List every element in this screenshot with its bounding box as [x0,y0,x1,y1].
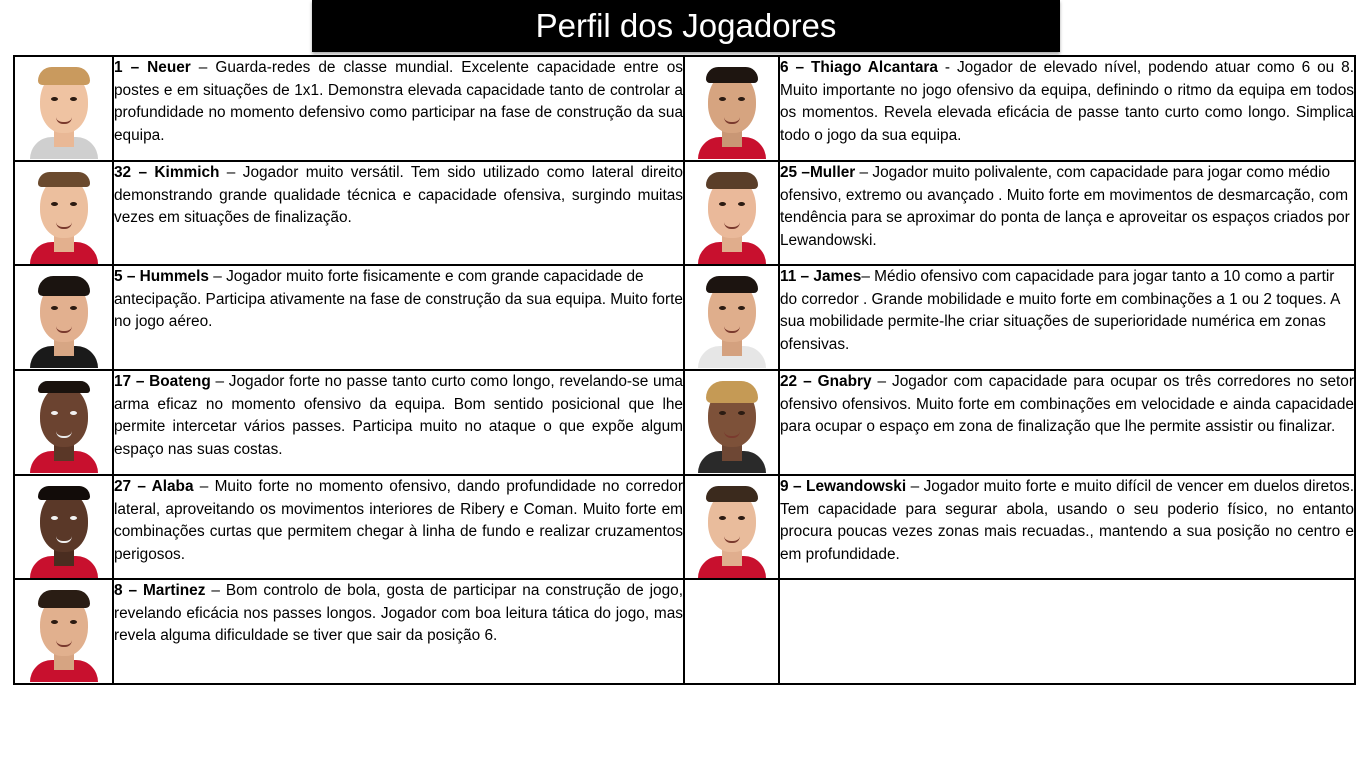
player-text: – Jogador com capacidade para ocupar os três corredores no setor ofensivo ofensivos. Muito forte em combinações em velocidade e ainda capacidade para ocupar o espaço em zona de finalização que lhe permite assistir ou finalizar. [780,373,1354,435]
player-photo-boateng [14,370,113,475]
player-text: – Jogador muito polivalente, com capacidade para jogar como médio ofensivo, extremo ou avançado . Muito forte em movimentos de desmarcação, com tendência para se aproximar do ponta de lança e aproveitar os espaços criados por Lewandowski. [780,164,1350,249]
table-row [14,265,1355,370]
player-description-james [779,265,1355,370]
player-photo-lewandowski [684,475,779,579]
table-row [14,56,1355,161]
player-face-icon [32,377,96,473]
player-description-thiago [779,56,1355,161]
player-name: 32 – Kimmich [114,164,220,181]
player-description-neuer [113,56,684,161]
player-face-icon [700,377,764,473]
player-photo-james [684,265,779,370]
player-photo-muller [684,161,779,265]
player-name: 9 – Lewandowski [780,478,907,495]
empty-description-cell [779,579,1355,684]
player-photo-thiago [684,56,779,161]
player-photo-gnabry [684,370,779,475]
table-row [14,579,1355,684]
player-description-lewandowski [779,475,1355,579]
player-face-icon [32,63,96,159]
player-photo-neuer [14,56,113,161]
player-name: 27 – Alaba [114,478,194,495]
player-description-muller [779,161,1355,265]
player-text: - Jogador de elevado nível, podendo atuar como 6 ou 8. Muito importante no jogo ofensivo da equipa, definindo o ritmo da equipa em todos os momentos. Revela elevada eficácia de passe tanto curto como longo. Simplica todo o jogo da sua equipa. [780,59,1354,144]
player-description-alaba [113,475,684,579]
empty-photo-cell [684,579,779,684]
player-text: – Bom controlo de bola, gosta de participar na construção de jogo, revelando eficácia nos passes longos. Jogador com boa leitura tática do jogo, mas revela alguma dificuldade se tiver que sair da posição 6. [114,582,683,644]
table-row [14,161,1355,265]
player-name: 6 – Thiago Alcantara [780,59,938,76]
player-text: – Jogador forte no passe tanto curto como longo, revelando-se uma arma eficaz no momento ofensivo da equipa. Bom sentido posicional que lhe permite intercetar vários passes. Participa muito no ataque o que expõe algum espaço nas suas costas. [114,373,683,458]
player-photo-martinez [14,579,113,684]
player-name: 17 – Boateng [114,373,211,390]
player-name: 8 – Martinez [114,582,206,599]
player-text: – Médio ofensivo com capacidade para jogar tanto a 10 como a partir do corredor . Grande mobilidade e muito forte em combinações a 1 ou 2 toques. A sua mobilidade permite-lhe criar situações de superioridade numérica em zonas ofensivas. [780,268,1340,353]
player-photo-kimmich [14,161,113,265]
player-name: 5 – Hummels [114,268,209,285]
player-description-hummels [113,265,684,370]
table-row [14,475,1355,579]
player-text: – Jogador muito versátil. Tem sido utilizado como lateral direito demonstrando grande qualidade técnica e capacidade ofensiva, surgindo muitas vezes em situações de finalização. [114,164,683,226]
player-description-boateng [113,370,684,475]
player-text: – Jogador muito forte e muito difícil de vencer em duelos diretos. Tem capacidade para segurar abola, usando o seu poderio físico, no entanto procura poucas vezes zonas mais recuadas., mantendo a sua posição no centro e em profundidade. [780,478,1355,563]
player-face-icon [700,168,764,264]
player-name: 11 – James [780,268,862,285]
player-photo-alaba [14,475,113,579]
player-face-icon [32,482,96,578]
player-face-icon [700,63,764,159]
player-face-icon [700,272,764,368]
table-row [14,370,1355,475]
player-name: 22 – Gnabry [780,373,872,390]
player-text: – Jogador muito forte fisicamente e com grande capacidade de antecipação. Participa ativamente na fase de construção da sua equipa. Muito forte no jogo aéreo. [114,268,683,330]
players-table [13,55,1356,685]
player-text: – Muito forte no momento ofensivo, dando profundidade no corredor lateral, aproveitando os movimentos interiores de Ribery e Coman. Muito forte em combinações curtas que permitem chegar à linha de fundo e realizar cruzamentos perigosos. [114,478,683,563]
player-face-icon [32,586,96,682]
player-photo-hummels [14,265,113,370]
player-description-kimmich [113,161,684,265]
page-title: Perfil dos Jogadores [312,0,1060,52]
player-name: 25 –Muller [780,164,856,181]
player-description-martinez [113,579,684,684]
player-face-icon [32,272,96,368]
player-face-icon [700,482,764,578]
player-name: 1 – Neuer [114,59,191,76]
player-description-gnabry [779,370,1355,475]
player-text: – Guarda-redes de classe mundial. Excelente capacidade entre os postes e em situações de 1x1. Demonstra elevada capacidade tanto de controlar a profundidade no momento defensivo como participar na fase de construção da sua equipa. [114,59,683,144]
player-face-icon [32,168,96,264]
